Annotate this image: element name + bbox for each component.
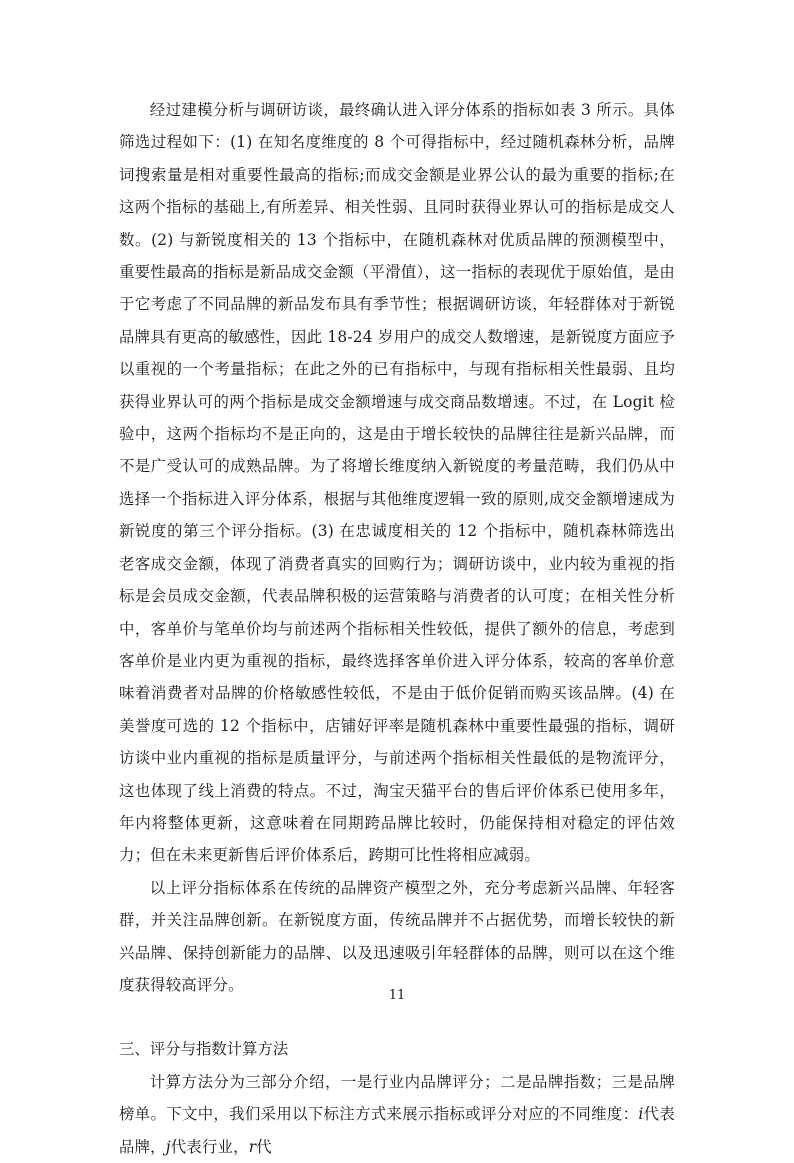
body-paragraph: 经过建模分析与调研访谈，最终确认进入评分体系的指标如表 3 所示。具体筛选过程如下：(1) 在知名度维度的 8 个可得指标中，经过随机森林分析，品牌词搜索量是相对重要性最高的指标;而成交金额是业界公认的最为重要的指标;在这两个指标的基础上,有所差异、相关性弱、且同时获得业界认可的指标是成交人数。(2) 与新锐度相关的 13 个指标中，在随机森林对优质品牌的预测模型中，重要性最高的指标是新品成交金额（平滑值），这一指标的表现优于原始值，是由于它考虑了不同品牌的新品发布具有季节性；根据调研访谈，年轻群体对于新锐品牌具有更高的敏感性，因此 18-24 岁用户的成交人数增速，是新锐度方面应予以重视的一个考量指标；在此之外的已有指标中，与现有指标相关性最弱、且均获得业界认可的两个指标是成交金额增速与成交商品数增速。不过，在 Logit 检验中，这两个指标均不是正向的，这是由于增长较快的品牌往往是新兴品牌，而不是广受认可的成熟品牌。为了将增长维度纳入新锐度的考量范畴，我们仍从中选择一个指标进入评分体系，根据与其他维度逻辑一致的原则,成交金额增速成为新锐度的第三个评分指标。(3) 在忠诚度相关的 12 个指标中，随机森林筛选出老客成交金额，体现了消费者真实的回购行为；调研访谈中，业内较为重视的指标是会员成交金额，代表品牌积极的运营策略与消费者的认可度；在相关性分析中，客单价与笔单价均与前述两个指标相关性较低，提供了额外的信息，考虑到客单价是业内更为重视的指标，最终选择客单价进入评分体系，较高的客单价意味着消费者对品牌的价格敏感性较低，不是由于低价促销而购买该品牌。(4) 在美誉度可选的 12 个指标中，店铺好评率是随机森林中重要性最强的指标，调研访谈中业内重视的指标是质量评分，与前述两个指标相关性最低的是物流评分，这也体现了线上消费的特点。不过，淘宝天猫平台的售后评价体系已使用多年，年内将整体更新，这意味着在同期跨品牌比较时，仍能保持相对稳定的评估效力；但在未来更新售后评价体系后，跨期可比性将相应减弱。 (119, 101, 675, 865)
var-j: j (165, 1137, 171, 1156)
var-i: i (638, 1105, 644, 1124)
method-text: 计算方法分为三部分介绍，一是行业内品牌评分；二是品牌指数；三是品牌榜单。下文中，我们采用以下标注方式来展示指标或评分对应的不同维度： (119, 1072, 675, 1124)
page-number: 11 (388, 988, 406, 1003)
var-i-label: 代表品牌， (119, 1105, 675, 1156)
var-r: r (248, 1137, 257, 1156)
var-j-label: 代表行业， (170, 1137, 249, 1156)
var-r-label: 代 (256, 1137, 272, 1156)
body-paragraph: 以上评分指标体系在传统的品牌资产模型之外，充分考虑新兴品牌、年轻客群，并关注品牌创新。在新锐度方面，传统品牌并不占据优势，而增长较快的新兴品牌、保持创新能力的品牌、以及迅速吸引年轻群体的品牌，则可以在这个维度获得较高评分。 (119, 878, 675, 994)
section-heading: 三、评分与指数计算方法 (119, 1040, 289, 1059)
method-paragraph (119, 1066, 675, 1163)
